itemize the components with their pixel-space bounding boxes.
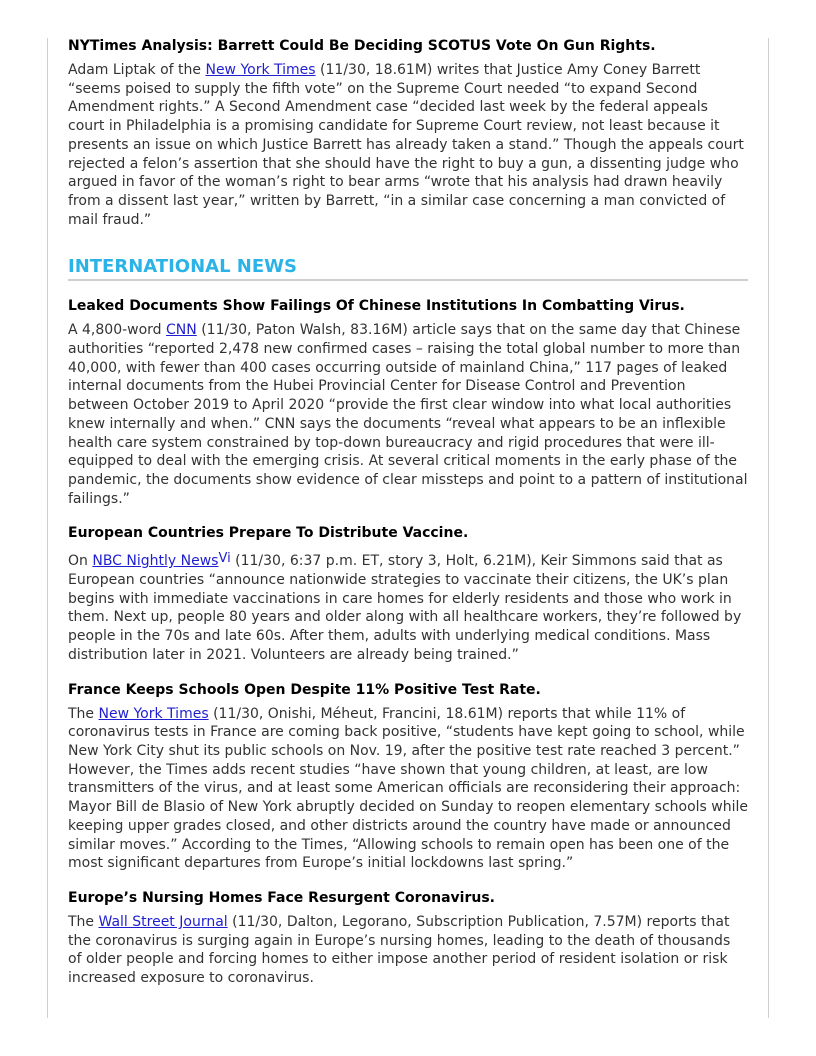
section-title-international-news: INTERNATIONAL NEWS (68, 256, 748, 281)
article-body (68, 550, 748, 664)
article-headline: Leaked Documents Show Failings Of Chinese Institutions In Combatting Virus. (68, 298, 685, 315)
body-text: (11/30, 18.61M) writes that Justice Amy Coney Barrett “seems poised to supply the fifth vote” on the Supreme Court needed “to expand Second Amendment rights.” A Second Amendment case “decided last week by the federal appeals court in Philadelphia is a promising candidate for Supreme Court review, not least because it presents an issue on which Justice Barrett has already taken a stand.” Though the appeals court rejected a felon’s assertion that she should have the right to buy a gun, a dissenting judge who argued in favor of the woman’s right to bear arms “wrote that his analysis had drawn heavily from a dissent last year,” written by Barrett, “in a similar case concerning a man convicted of mail fraud.” (68, 62, 744, 228)
body-text-pre: The (68, 913, 99, 930)
body-text: (11/30, Dalton, Legorano, Subscription Publication, 7.57M) reports that the coronavirus is surging again in Europe’s nursing homes, leading to the death of thousands of older people and forcing homes to either impose another period of resident isolation or risk increased exposure to coronavirus. (68, 913, 731, 987)
body-text: (11/30, Paton Walsh, 83.16M) article says that on the same day that Chinese authorities “reported 2,478 new confirmed cases – raising the total global number to more than 40,000, with fewer than 400 cases occurring outside of mainland China,” 117 pages of leaked internal documents from the Hubei Provincial Center for Disease Control and Prevention between October 2019 to April 2020 “provide the first clear window into what local authorities knew internally and when.” CNN says the documents “reveal what appears to be an inflexible health care system constrained by top-down bureaucracy and rigid procedures that were ill-equipped to deal with the emerging crisis. At several critical moments in the early phase of the pandemic, the documents show evidence of clear missteps and point to a pattern of institutional failings.” (68, 322, 748, 507)
body-text: (11/30, 6:37 p.m. ET, story 3, Holt, 6.21M), Keir Simmons said that as European countries “announce nationwide strategies to vaccinate their citizens, the UK’s plan begins with immediate vaccinations in care homes for elderly residents and those who work in them. Next up, people 80 years and older along with all healthcare workers, they’re followed by people in the 70s and late 60s. After them, adults with underlying medical conditions. Mass distribution later in 2021. Volunteers are already being trained.” (68, 553, 742, 663)
article-headline: NYTimes Analysis: Barrett Could Be Deciding SCOTUS Vote On Gun Rights. (68, 38, 656, 54)
article-headline: European Countries Prepare To Distribute Vaccine. (68, 525, 469, 542)
article-body (68, 705, 748, 873)
article-vaccine-distribution (68, 524, 748, 664)
body-text-pre: The (68, 705, 99, 722)
left-margin-rule (47, 38, 48, 1018)
article-nursing-homes (68, 889, 748, 988)
newsletter-page (68, 37, 748, 988)
article-body (68, 913, 748, 988)
source-link-nytimes[interactable]: New York Times (205, 62, 316, 78)
article-barrett (68, 37, 748, 229)
source-link-nbc-nightly-news[interactable]: NBC Nightly News (92, 553, 219, 570)
article-france-schools (68, 681, 748, 873)
source-link-nytimes[interactable]: New York Times (98, 705, 209, 722)
body-text-pre: On (68, 553, 93, 570)
source-link-cnn[interactable]: CNN (166, 322, 197, 339)
source-link-wsj[interactable]: Wall Street Journal (98, 913, 228, 930)
article-body (68, 61, 748, 229)
video-badge[interactable]: Vi (218, 551, 231, 567)
article-body (68, 321, 748, 508)
article-headline: France Keeps Schools Open Despite 11% Positive Test Rate. (68, 681, 541, 698)
body-text-pre: Adam Liptak of the (68, 62, 206, 78)
article-headline: Europe’s Nursing Homes Face Resurgent Coronavirus. (68, 889, 495, 906)
article-chinese-documents (68, 297, 748, 508)
body-text: (11/30, Onishi, Méheut, Francini, 18.61M) reports that while 11% of coronavirus tests in France are coming back positive, “students have kept going to school, while New York City shut its public schools on Nov. 19, after the positive test rate reached 3 percent.” However, the Times adds recent studies “have shown that young children, at least, are low transmitters of the virus, and at least some American officials are reconsidering their approach: Mayor Bill de Blasio of New York abruptly decided on Sunday to reopen elementary schools while keeping upper grades closed, and other districts around the country have made or announced similar moves.” According to the Times, “Allowing schools to remain open has been one of the most significant departures from Europe’s initial lockdowns last spring.” (68, 705, 749, 872)
body-text-pre: A 4,800-word (68, 322, 167, 339)
right-margin-rule (768, 38, 769, 1018)
